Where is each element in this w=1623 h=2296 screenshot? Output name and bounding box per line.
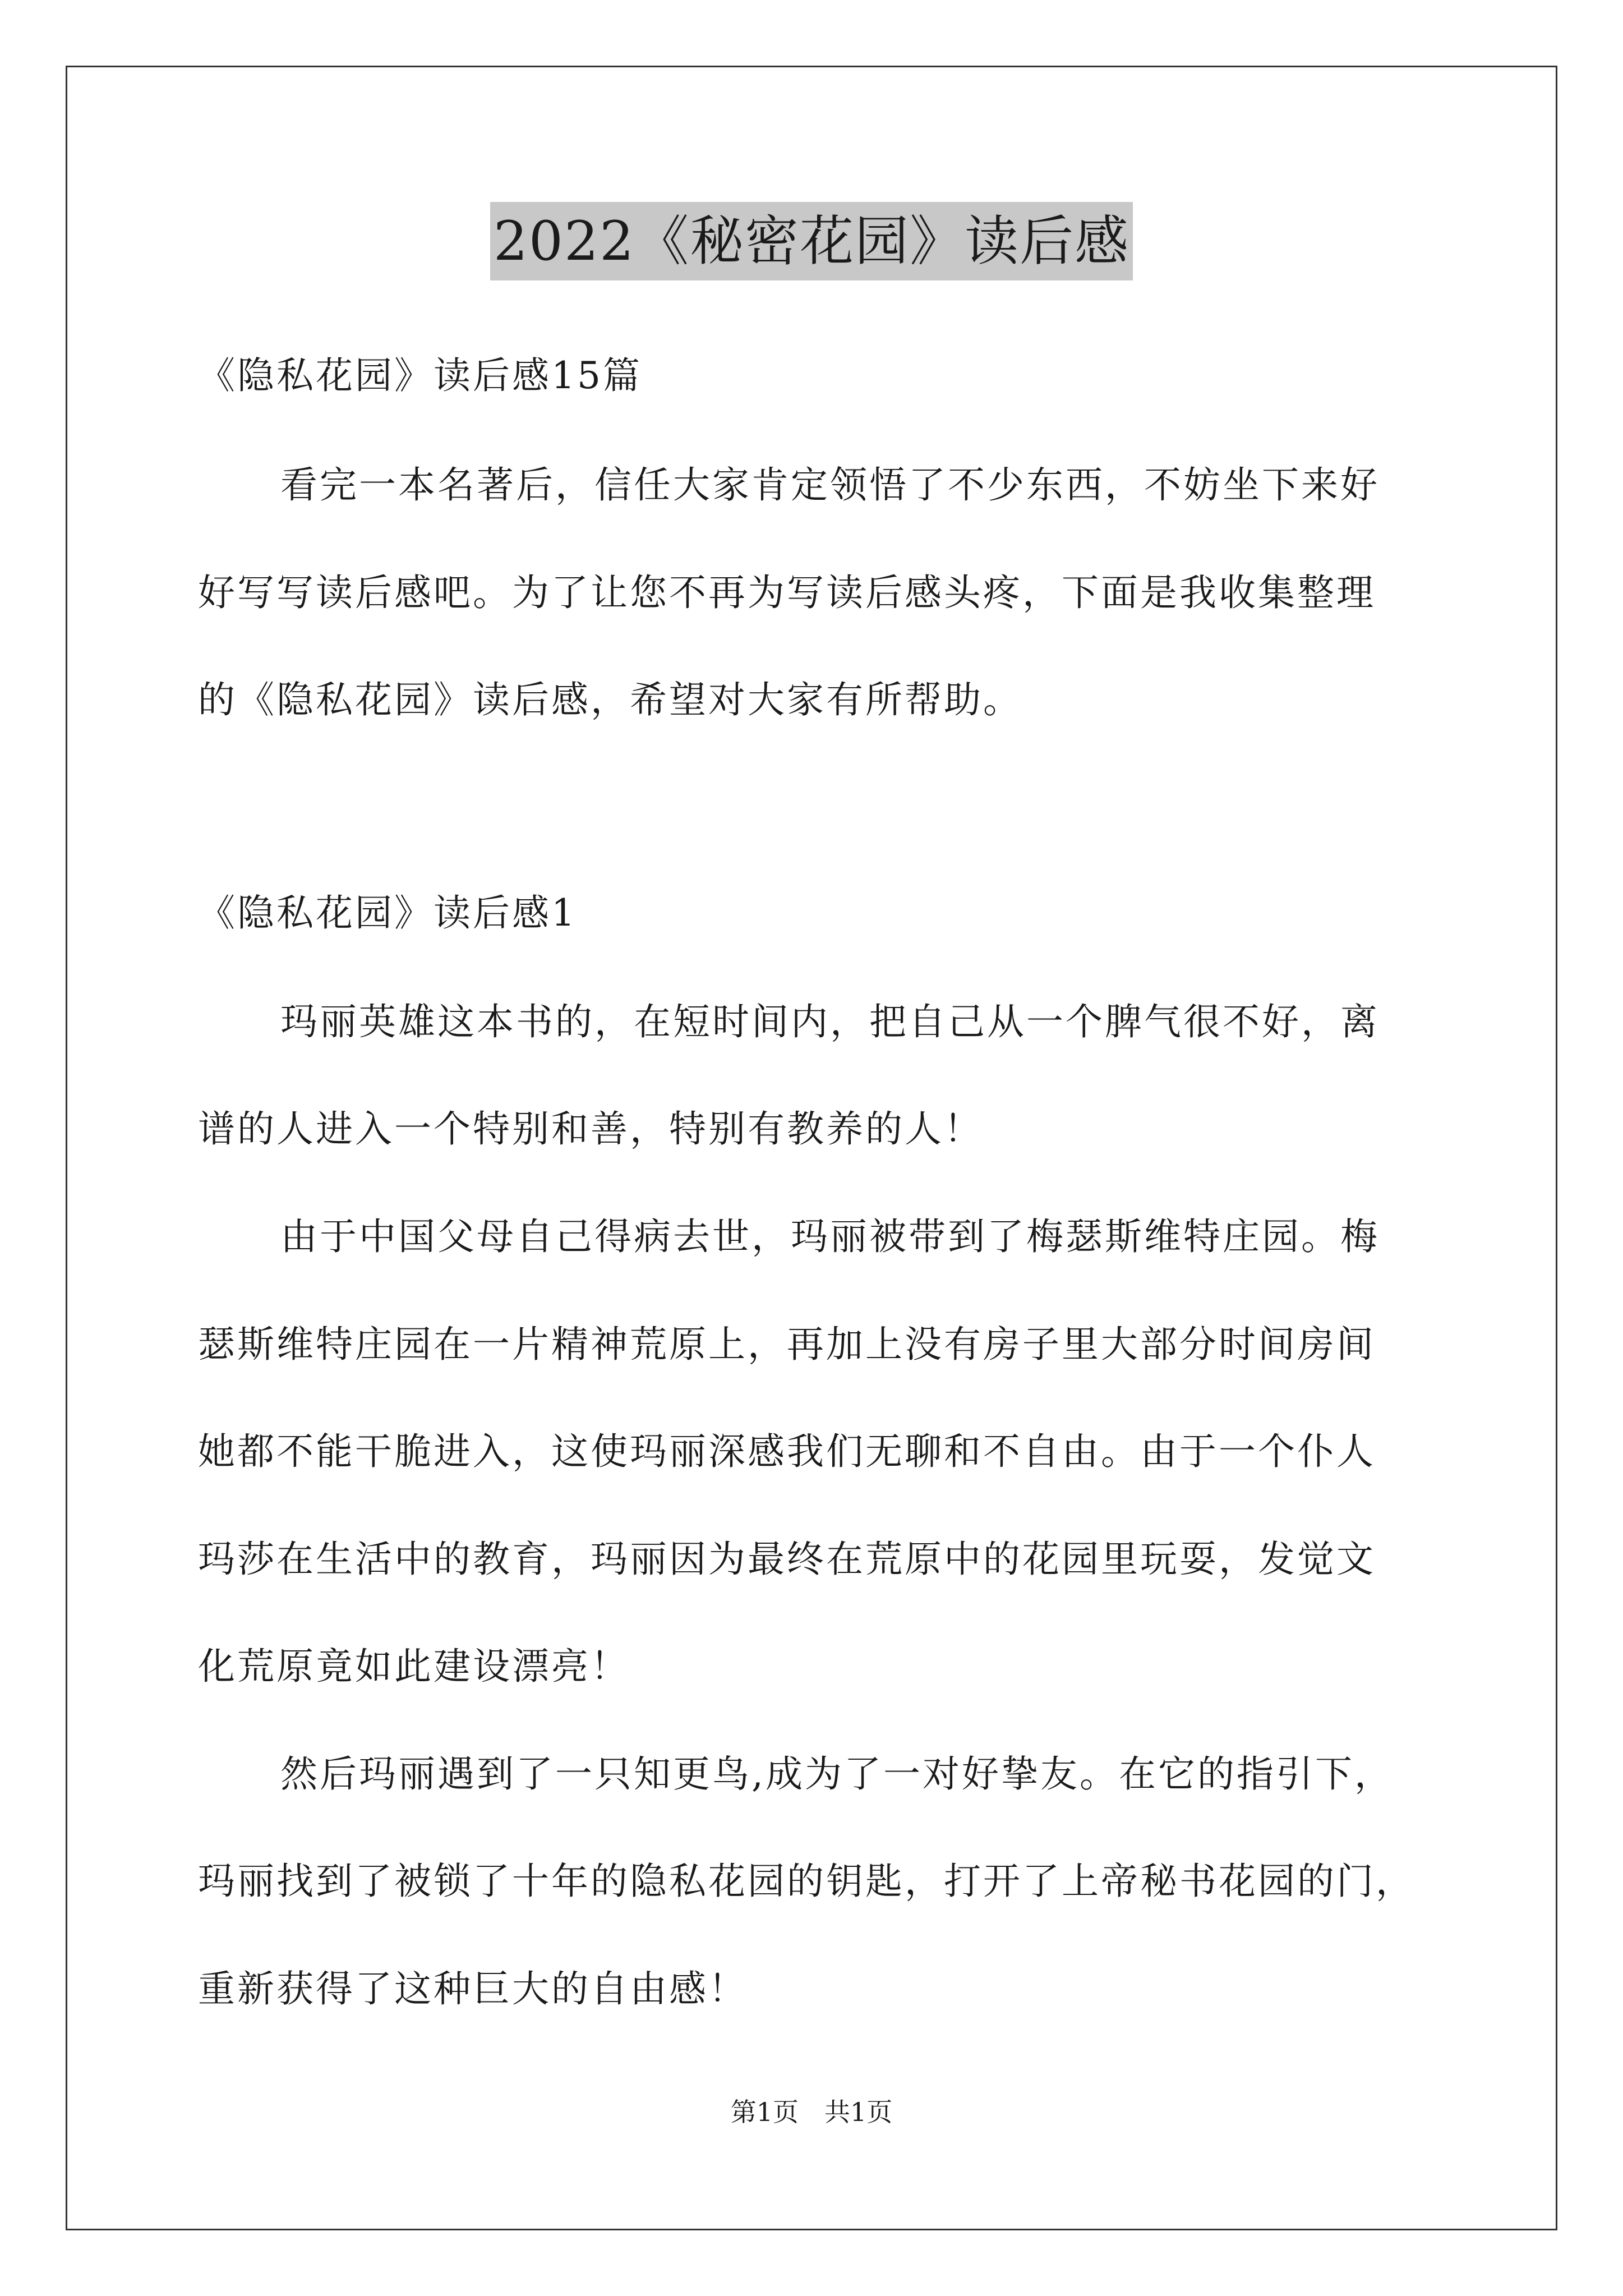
paragraph-3-line-3: 重新获得了这种巨大的自由感！ bbox=[198, 1967, 748, 2010]
paragraph-2-line-2: 瑟斯维特庄园在一片精神荒原上，再加上没有房子里大部分时间房间 bbox=[198, 1323, 1376, 1366]
paragraph-1-line-1: 玛丽英雄这本书的，在短时间内，把自己从一个脾气很不好，离 bbox=[280, 1000, 1380, 1043]
intro-line-1: 看完一本名著后，信任大家肯定领悟了不少东西，不妨坐下来好 bbox=[280, 463, 1380, 507]
paragraph-2-line-3: 她都不能干脆进入，这使玛丽深感我们无聊和不自由。由于一个仆人 bbox=[198, 1430, 1376, 1473]
paragraph-2-line-1: 由于中国父母自己得病去世，玛丽被带到了梅瑟斯维特庄园。梅 bbox=[280, 1215, 1380, 1258]
title-container bbox=[0, 202, 1623, 280]
subtitle: 《隐私花园》读后感15篇 bbox=[198, 354, 642, 397]
section-heading: 《隐私花园》读后感1 bbox=[198, 891, 577, 935]
paragraph-3-line-1: 然后玛丽遇到了一只知更鸟,成为了一对好挚友。在它的指引下， bbox=[280, 1752, 1394, 1796]
page-footer: 第1页 共1页 bbox=[730, 2097, 893, 2127]
paragraph-2-line-4: 玛莎在生活中的教育，玛丽因为最终在荒原中的花园里玩耍，发觉文 bbox=[198, 1538, 1376, 1581]
document-title: 2022《秘密花园》读后感 bbox=[490, 202, 1133, 280]
intro-line-3: 的《隐私花园》读后感，希望对大家有所帮助。 bbox=[198, 678, 1022, 721]
paragraph-2-line-5: 化荒原竟如此建设漂亮！ bbox=[198, 1645, 630, 1688]
paragraph-3-line-2: 玛丽找到了被锁了十年的隐私花园的钥匙，打开了上帝秘书花园的门， bbox=[198, 1860, 1415, 1903]
intro-line-2: 好写写读后感吧。为了让您不再为写读后感头疼，下面是我收集整理 bbox=[198, 571, 1376, 614]
paragraph-1-line-2: 谱的人进入一个特别和善，特别有教养的人！ bbox=[198, 1107, 983, 1151]
